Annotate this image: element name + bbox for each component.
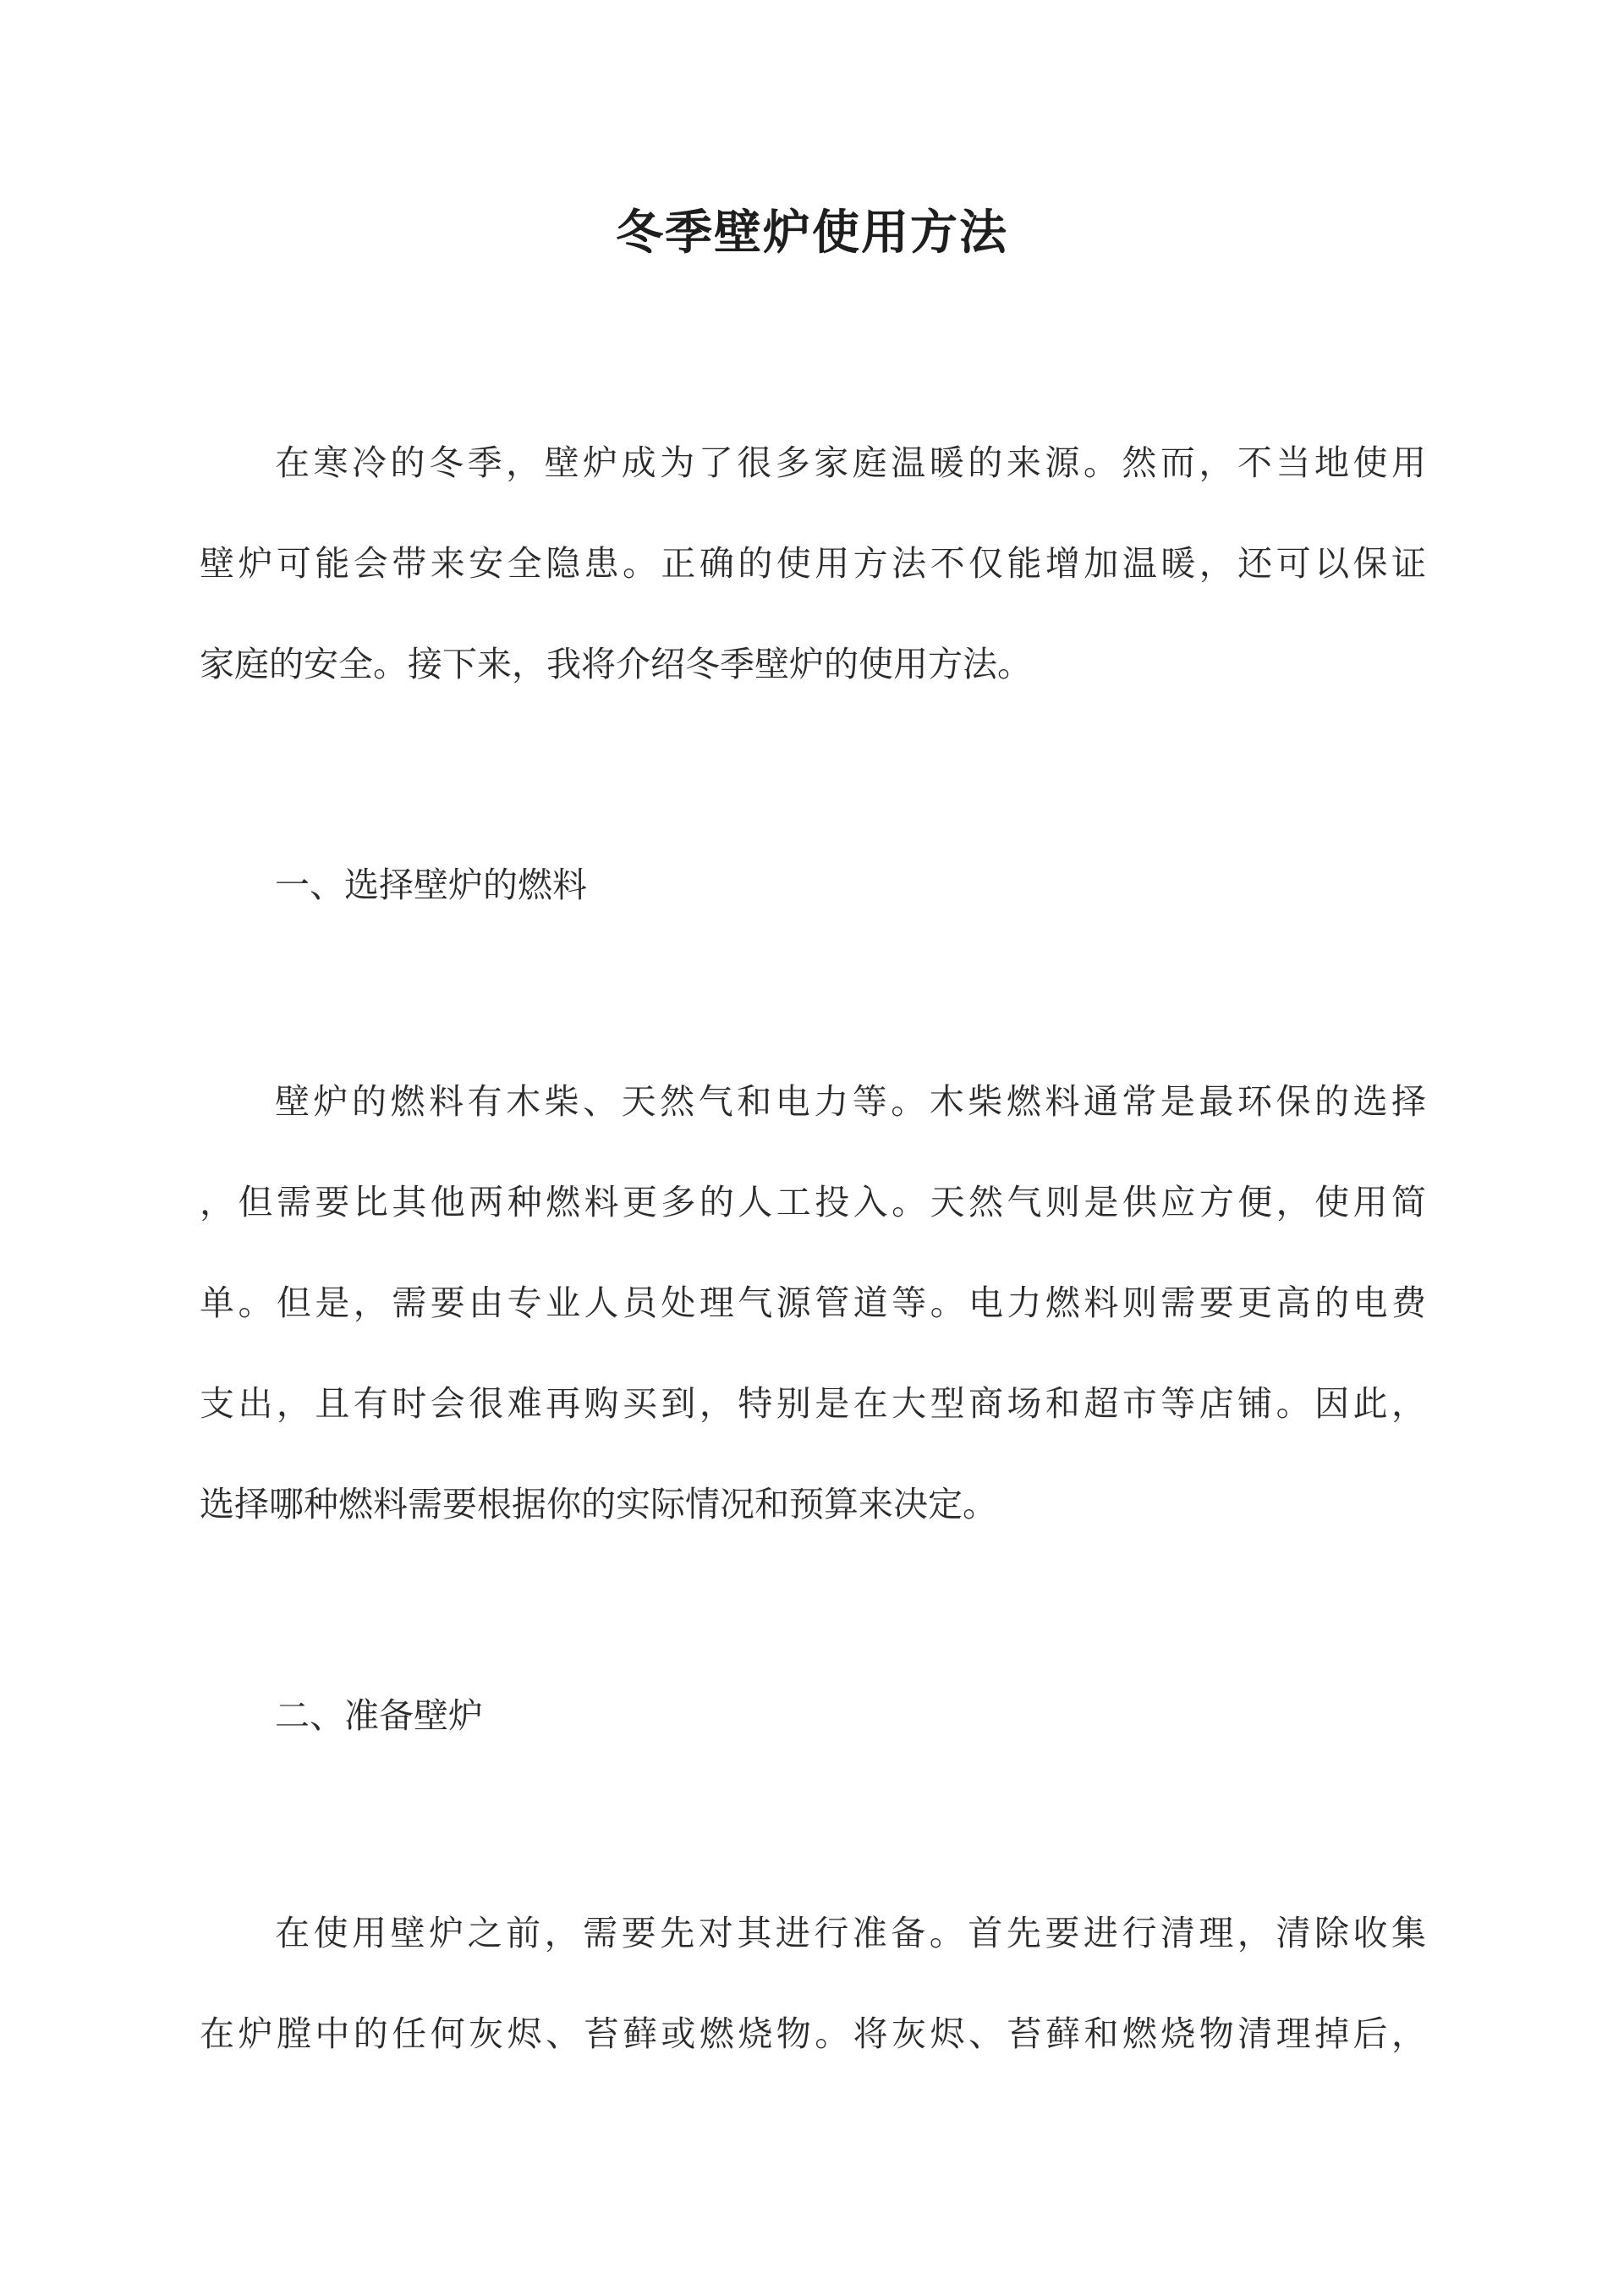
section-heading-prepare: 二、准备壁炉: [275, 1695, 483, 1736]
paragraph-line: 壁炉可能会带来安全隐患。正确的使用方法不仅能增加温暖，还可以保证: [200, 543, 1426, 584]
intro-paragraph: [200, 437, 1426, 689]
paragraph-line: 单。但是，需要由专业人员处理气源管道等。电力燃料则需要更高的电费: [200, 1283, 1426, 1323]
section-heading-fuel: 一、选择壁炉的燃料: [275, 865, 587, 905]
fuel-paragraph: [200, 1076, 1426, 1530]
paragraph-line: ，但需要比其他两种燃料更多的人工投入。天然气则是供应方便，使用简: [200, 1182, 1426, 1222]
prepare-paragraph: [200, 1908, 1426, 2059]
paragraph-line: 在炉膛中的任何灰烬、苔藓或燃烧物。将灰烬、苔藓和燃烧物清理掉后，: [200, 2013, 1426, 2054]
paragraph-line: 在寒冷的冬季，壁炉成为了很多家庭温暖的来源。然而，不当地使用: [275, 442, 1426, 483]
paragraph-line: 支出，且有时会很难再购买到，特别是在大型商场和超市等店铺。因此，: [200, 1383, 1426, 1424]
paragraph-line: 家庭的安全。接下来，我将介绍冬季壁炉的使用方法。: [200, 644, 1032, 684]
document-title: 冬季壁炉使用方法: [616, 205, 1008, 261]
paragraph-line: 壁炉的燃料有木柴、天然气和电力等。木柴燃料通常是最环保的选择: [275, 1081, 1426, 1122]
paragraph-line: 选择哪种燃料需要根据你的实际情况和预算来决定。: [200, 1484, 997, 1524]
paragraph-line: 在使用壁炉之前，需要先对其进行准备。首先要进行清理，清除收集: [275, 1913, 1426, 1953]
